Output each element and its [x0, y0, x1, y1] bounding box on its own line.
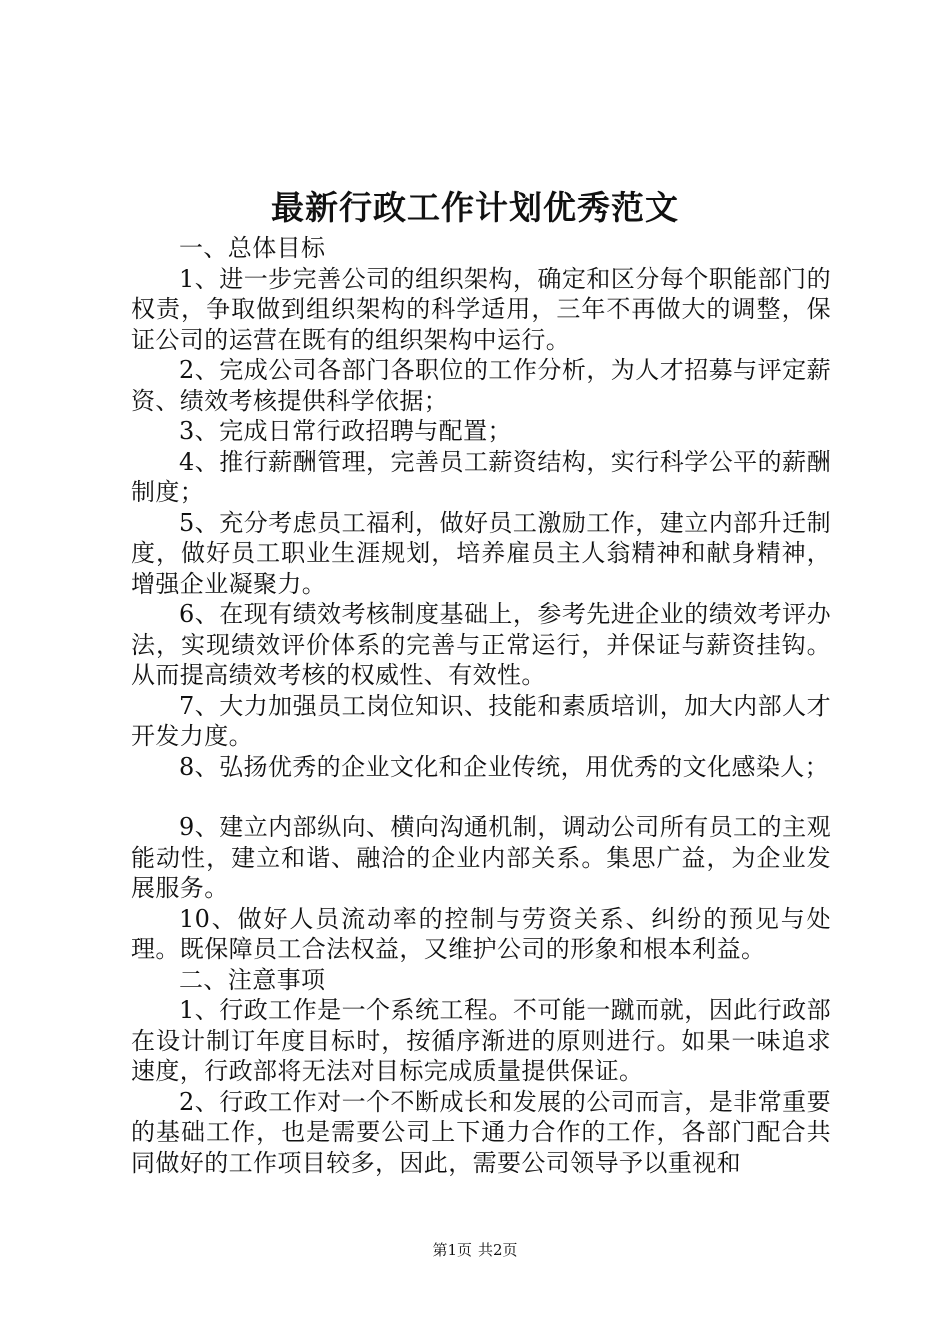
page-title: 最新行政工作计划优秀范文 [271, 188, 679, 227]
paragraph-goal-1: 1、进一步完善公司的组织架构，确定和区分每个职能部门的权责，争取做到组织架构的科学适用，三年不再做大的调整，保证公司的运营在既有的组织架构中运行。 [131, 264, 831, 354]
paragraph-goal-5: 5、充分考虑员工福利，做好员工激励工作，建立内部升迁制度，做好员工职业生涯规划，培养雇员主人翁精神和献身精神，增强企业凝聚力。 [131, 508, 831, 598]
paragraph-note-2: 2、行政工作对一个不断成长和发展的公司而言，是非常重要的基础工作，也是需要公司上下通力合作的工作，各部门配合共同做好的工作项目较多，因此，需要公司领导予以重视和 [131, 1087, 831, 1177]
section-heading-overall-goals: 一、总体目标 [179, 234, 326, 262]
paragraph-goal-6: 6、在现有绩效考核制度基础上，参考先进企业的绩效考评办法，实现绩效评价体系的完善与正常运行，并保证与薪资挂钩。从而提高绩效考核的权威性、有效性。 [131, 600, 831, 689]
paragraph-note-1: 1、行政工作是一个系统工程。不可能一蹴而就，因此行政部在设计制订年度目标时，按循序渐进的原则进行。如果一味追求速度，行政部将无法对目标完成质量提供保证。 [131, 996, 831, 1085]
paragraph-goal-9: 9、建立内部纵向、横向沟通机制，调动公司所有员工的主观能动性，建立和谐、融洽的企业内部关系。集思广益，为企业发展服务。 [131, 813, 831, 902]
paragraph-goal-10: 10、做好人员流动率的控制与劳资关系、纠纷的预见与处理。既保障员工合法权益，又维护公司的形象和根本利益。 [131, 904, 831, 963]
paragraph-goal-4: 4、推行薪酬管理，完善员工薪资结构，实行科学公平的薪酬制度； [131, 447, 831, 506]
document-body [131, 233, 831, 1178]
paragraph-goal-3: 3、完成日常行政招聘与配置； [179, 417, 512, 445]
page-number: 第1页 [432, 1241, 472, 1259]
paragraph-goal-2: 2、完成公司各部门各职位的工作分析，为人才招募与评定薪资、绩效考核提供科学依据； [131, 356, 831, 415]
page-total: 共2页 [478, 1241, 518, 1259]
section-heading-notes: 二、注意事项 [179, 965, 326, 994]
page-footer [0, 1240, 950, 1260]
paragraph-goal-7: 7、大力加强员工岗位知识、技能和素质培训，加大内部人才开发力度。 [131, 691, 831, 750]
paragraph-goal-8: 8、弘扬优秀的企业文化和企业传统，用优秀的文化感染人； [179, 752, 830, 781]
